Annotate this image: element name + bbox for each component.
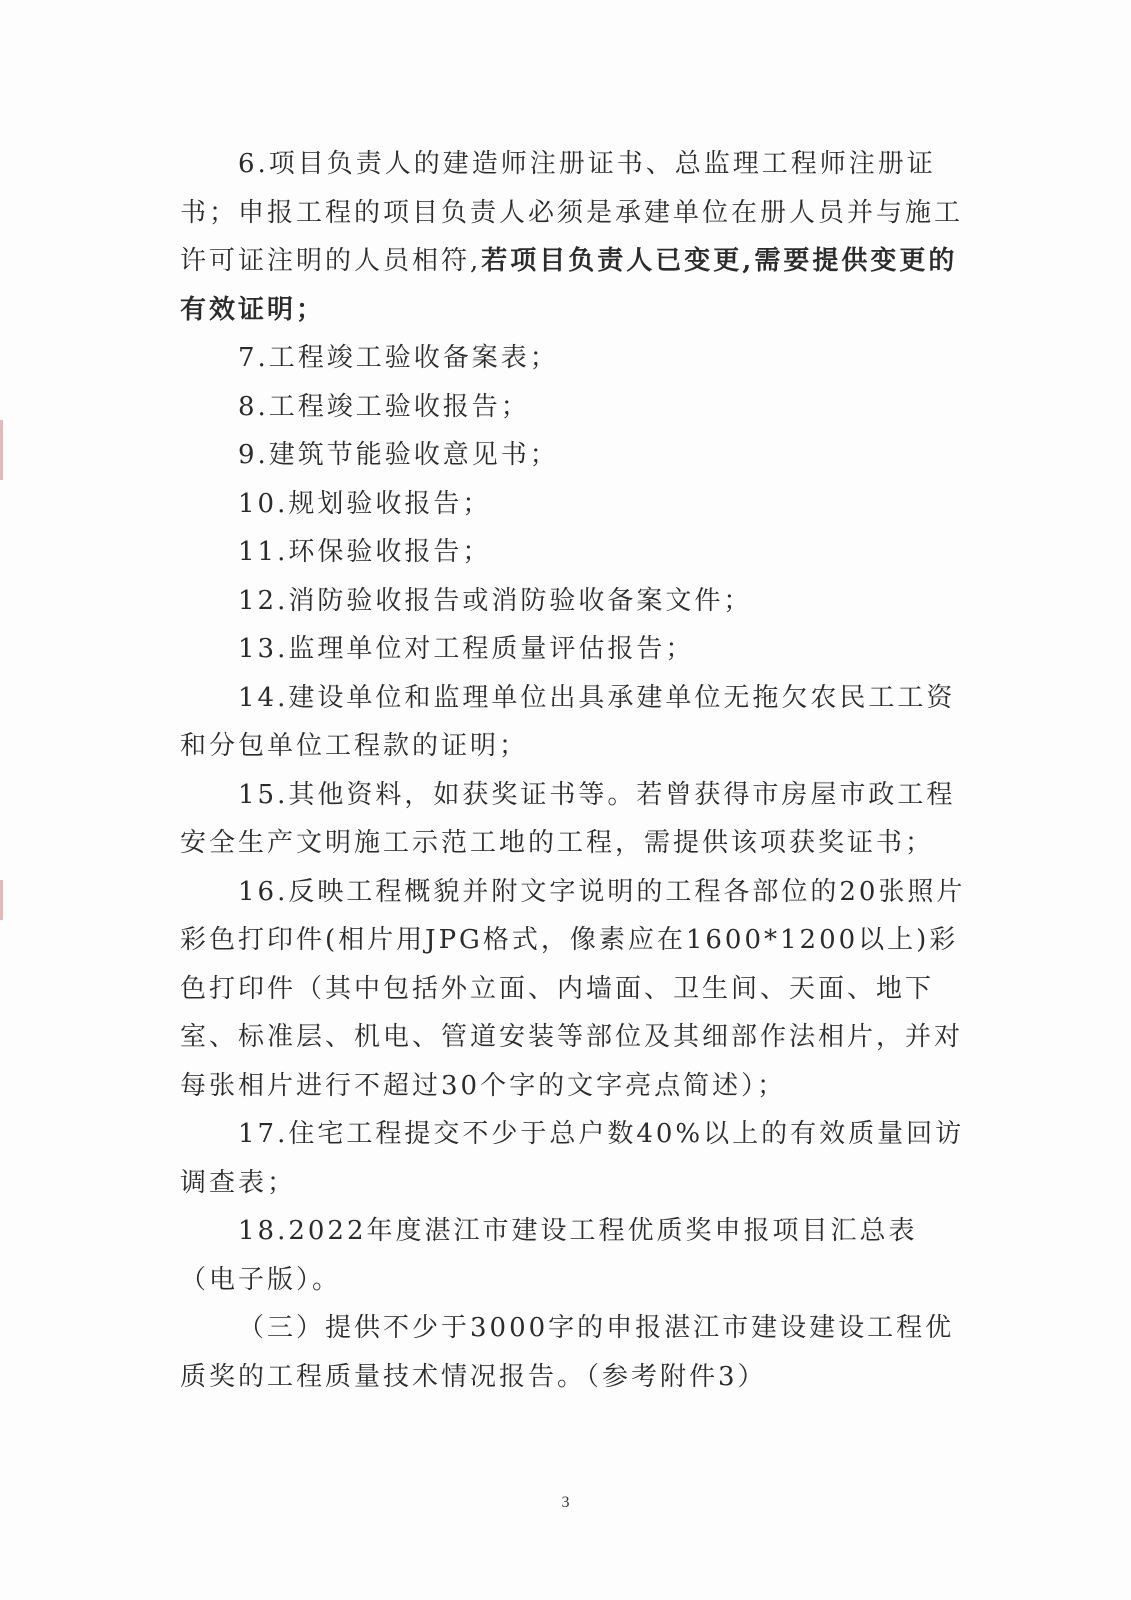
list-item-10: 10.规划验收报告；	[238, 488, 492, 519]
list-item-16: 16.反映工程概貌并附文字说明的工程各部位的20张照片彩色打印件(相片用JPG格式，像素应在1600*1200以上)彩色打印件（其中包括外立面、内墙面、卫生间、天面、地下室、标准层、机电、管道安装等部位及其细部作法相片，并对每张相片进行不超过30个字的文字亮点简述）；	[180, 876, 966, 1101]
list-item-14: 14.建设单位和监理单位出具承建单位无拖欠农民工工资和分包单位工程款的证明；	[180, 682, 956, 761]
list-item-7: 7.工程竣工验收备案表；	[238, 343, 559, 373]
scan-edge-mark	[0, 420, 3, 480]
list-item-12: 12.消防验收报告或消防验收备案文件；	[238, 585, 753, 616]
list-item-9: 9.建筑节能验收意见书；	[238, 440, 559, 470]
list-item-18: 18.2022年度湛江市建设工程优质奖申报项目汇总表（电子版）。	[180, 1216, 918, 1295]
list-item-8: 8.工程竣工验收报告；	[238, 391, 530, 422]
page-number: 3	[561, 1494, 570, 1511]
list-item-6-emphasis: 若项目负责人已变更,需要提供变更的有效证明；	[180, 246, 958, 325]
list-item-6	[180, 140, 970, 334]
list-item-11: 11.环保验收报告；	[238, 537, 492, 567]
list-item-6-text: 6.项目负责人的建造师注册证书、总监理工程师注册证书；申报工程的项目负责人必须是承建单位在册人员并与施工许可证注明的人员相符,	[180, 149, 964, 276]
scan-edge-mark	[0, 880, 3, 920]
list-item-17: 17.住宅工程提交不少于总户数40%以上的有效质量回访调查表；	[180, 1119, 965, 1198]
list-item-13: 13.监理单位对工程质量评估报告；	[238, 634, 695, 664]
list-item-15: 15.其他资料，如获奖证书等。若曾获得市房屋市政工程安全生产文明施工示范工地的工程，需提供该项获奖证书；	[180, 779, 956, 858]
section-three-paragraph: （三）提供不少于3000字的申报湛江市建设建设工程优质奖的工程质量技术情况报告。（参考附件3）	[180, 1313, 955, 1392]
document-body	[180, 140, 970, 1401]
